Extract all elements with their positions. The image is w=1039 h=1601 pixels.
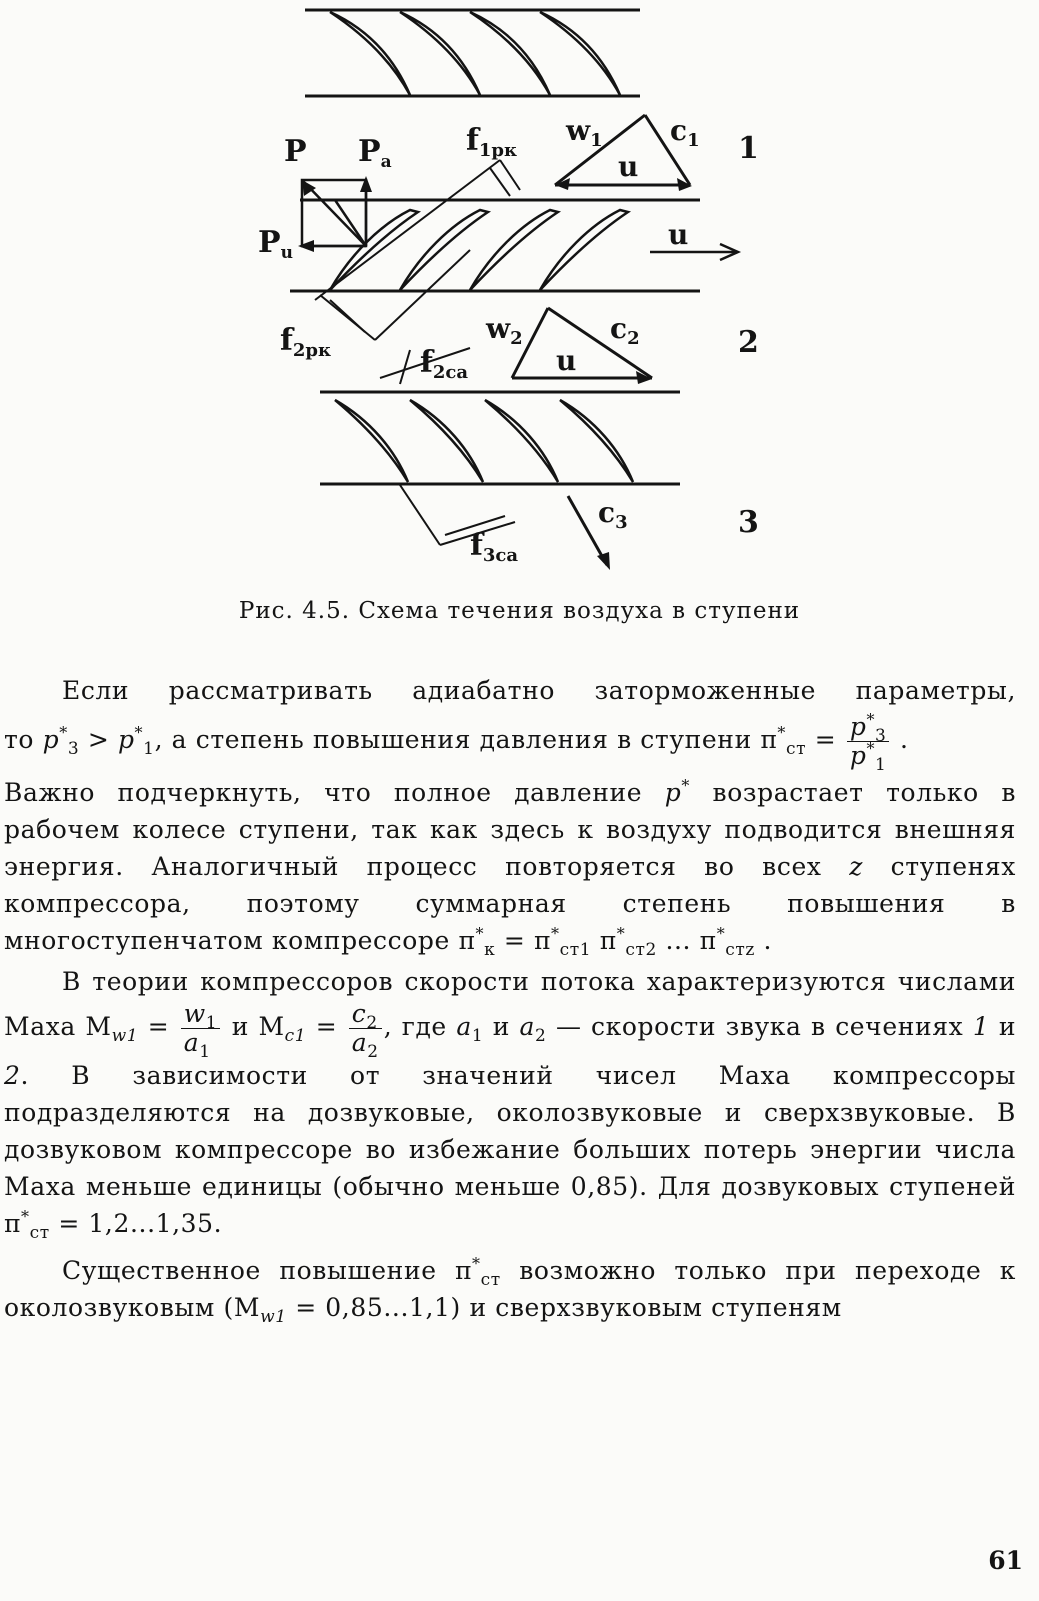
blade <box>560 400 633 482</box>
label-row-2: 2 <box>738 325 759 360</box>
top-blades <box>330 12 620 95</box>
label-w1: $w_1$ <box>566 114 603 151</box>
label-f2rk: $f_{2рк}$ <box>280 323 332 361</box>
label-u-mid: u <box>556 344 577 377</box>
rotor-blades <box>330 210 628 290</box>
label-f1rk: $f_{1рк}$ <box>466 123 518 161</box>
label-Pa: $P_a$ <box>358 134 392 172</box>
label-Pu: $P_u$ <box>258 225 293 263</box>
blade <box>330 12 410 95</box>
blade <box>470 12 550 95</box>
label-P: P <box>284 134 307 169</box>
blade <box>470 210 558 290</box>
blade <box>485 400 558 482</box>
page-number: 61 <box>988 1546 1023 1575</box>
label-row-1: 1 <box>738 131 759 166</box>
body-text <box>4 672 1016 1326</box>
pressure-ratio-fraction: $\frac{p^*_3}{p^*_1}$ <box>847 713 890 770</box>
blade <box>335 400 408 482</box>
stator-blades <box>335 400 633 482</box>
blade <box>410 400 483 482</box>
label-u-speed: u <box>668 218 689 251</box>
label-c2: $c_2$ <box>610 312 640 349</box>
mach-c1-fraction: $\frac{c_2}{a_2}$ <box>349 1000 382 1057</box>
f2rk-dimension <box>320 250 470 340</box>
label-c3: $c_3$ <box>598 496 628 533</box>
figure-caption: Рис. 4.5. Схема течения воздуха в ступени <box>238 598 801 624</box>
label-w2: $w_2$ <box>486 312 523 349</box>
blade <box>540 12 620 95</box>
label-f3ca: $f_{3са}$ <box>470 528 519 566</box>
blade <box>540 210 628 290</box>
f3ca-dimension <box>400 485 515 545</box>
para-1-line-1: Если рассматривать адиабатно заторможенные параметры, <box>62 676 1016 705</box>
label-u-top: u <box>618 150 639 183</box>
blade <box>400 12 480 95</box>
label-c1: $c_1$ <box>670 114 700 151</box>
label-row-3: 3 <box>738 505 759 540</box>
mach-w1-fraction: $\frac{w_1}{a_1}$ <box>181 1000 220 1057</box>
label-f2ca: $f_{2са}$ <box>420 345 469 383</box>
para-1-line-2: то $p^*_3 > p^*_1$, а степень повышения давления в ступени $\pi^*_{ст}$ = $\frac{p^*_3}{p^*_1}$ . <box>4 710 909 775</box>
blade <box>400 210 488 290</box>
para-2: Важно подчеркнуть, что полное давление p* возрастает только в рабочем колесе ступени, так как здесь к воздуху подводится внешняя энергия. Аналогичный процесс повторяется во всех z ступенях компрессора, поэтому суммарная степень повышения в многоступенчатом компрессоре $\pi^*_к = \pi^*_{ст1}$ $\pi^*_{ст2}$ ... $\pi^*_{стz}$ . <box>4 776 1017 960</box>
u-speed-arrow <box>650 244 738 260</box>
flow-scheme-figure <box>0 0 1039 590</box>
para-4: Существенное повышение $\pi^*_{ст}$ возможно только при переходе к околозвуковым $(M_{w1} = 0,85...1,1)$ и сверхзвуковым ступеням <box>4 1254 1016 1327</box>
para-3: В теории компрессоров скорости потока характеризуются числами Маха $M_{w1}$ = $\frac{w_1}{a_1}$ и $M_{c1}$ = $\frac{c_2}{a_2}$ , где $a_1$ и $a_2$ — скорости звука в сечениях 1 и 2. В зависимости от значений чисел Маха компрессоры подразделяются на дозвуковые, околозвуковые и сверхзвуковые. В дозвуковом компрессоре во избежание больших потерь энергии числа Маха меньше единицы (обычно меньше 0,85). Для дозвуковых ступеней $\pi^*_{ст} = 1,2...1,35$. <box>4 967 1017 1243</box>
